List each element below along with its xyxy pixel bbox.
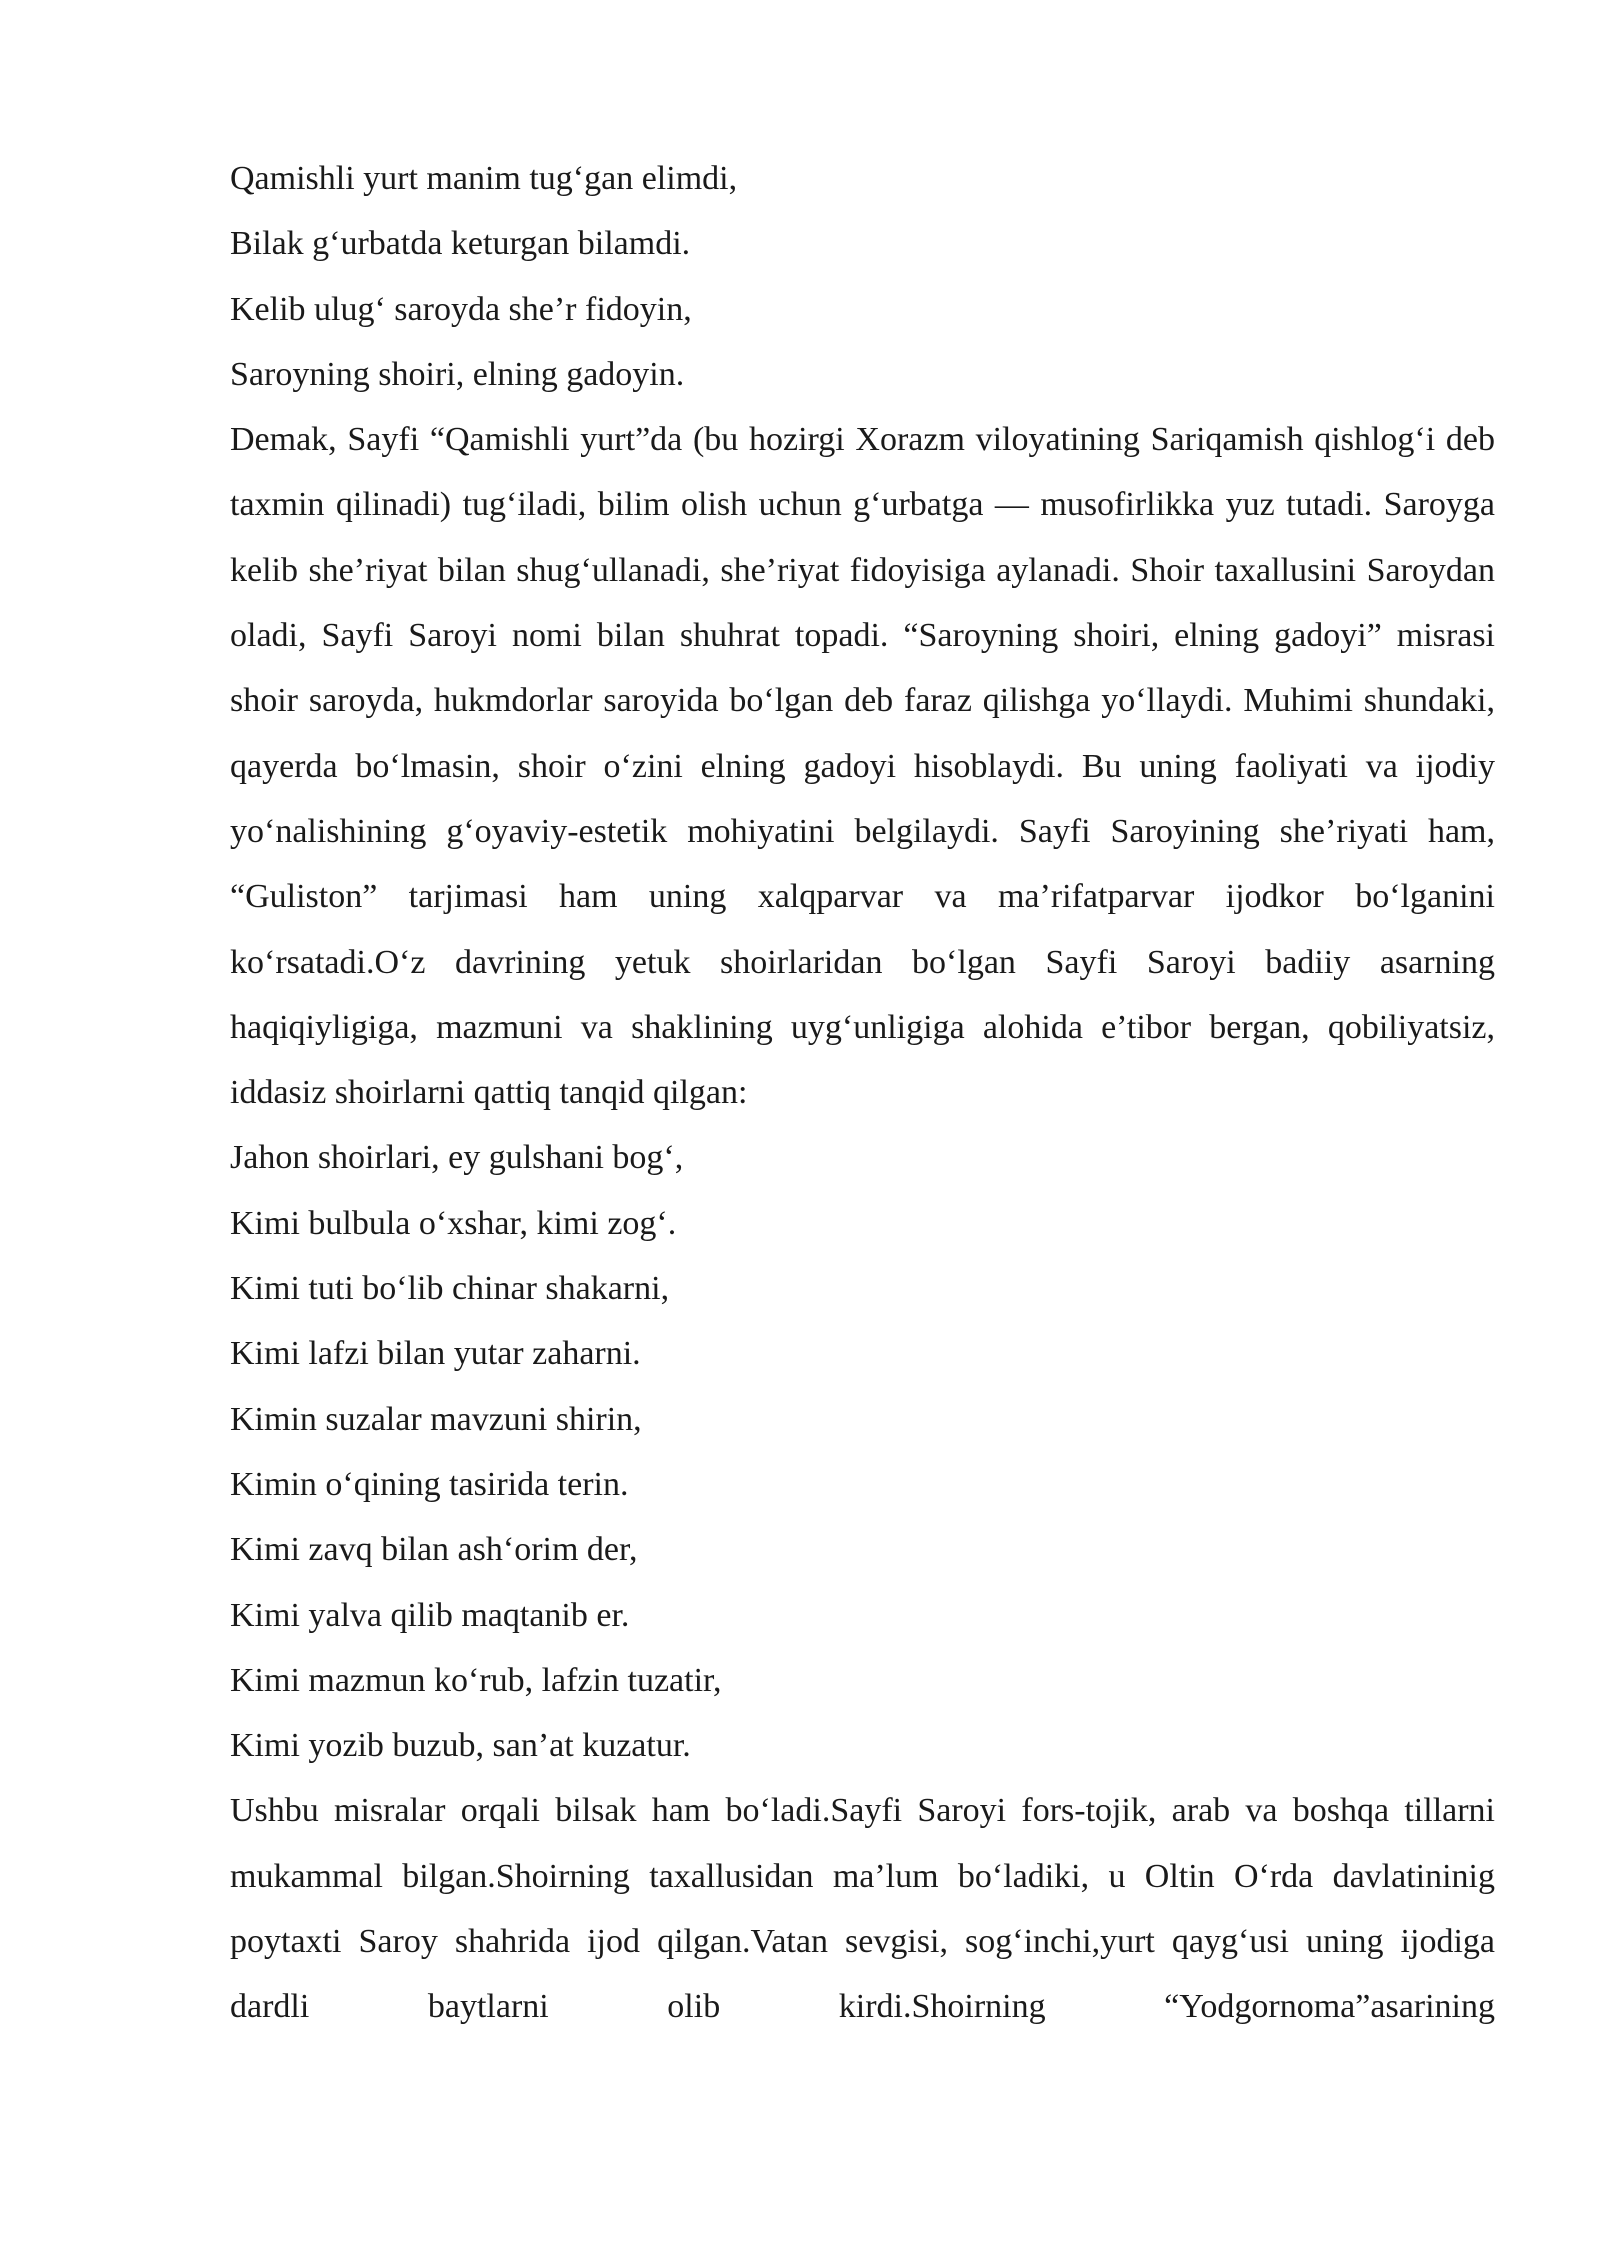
continuation-paragraph: Ushbu misralar orqali bilsak ham bo‘ladi.Sayfi Saroyi fors-tojik, arab va boshqa tillarni mukammal bilgan.Shoirning taxallusidan ma’lum bo‘ladiki, u Oltin O‘rda davlatininig poytaxti Saroy shahrida ijod qilgan.Vatan sevgisi, sog‘inchi,yurt qayg‘usi uning ijodiga dardli baytlarni olib kirdi.Shoirning “Yodgornoma”asarining xyxy=(230,1792,1495,2026)
quoted-verse xyxy=(230,1125,1495,1778)
verse-line: Jahon shoirlari, ey gulshani bog‘, xyxy=(230,1139,684,1177)
verse-line: Qamishli yurt manim tug‘gan elimdi, xyxy=(230,160,738,197)
commentary-paragraph: Demak, Sayfi “Qamishli yurt”da (bu hozirgi Xorazm viloyatining Sariqamish qishlog‘i deb taxmin qilinadi) tug‘iladi, bilim olish uchun g‘urbatga — musofirlikka yuz tutadi. Saroyga kelib she’riyat bilan shug‘ullanadi, she’riyat fidoyisiga aylanadi. Shoir taxallusini Saroydan oladi, Sayfi Saroyi nomi bilan shuhrat topadi. “Saroyning shoiri, elning gadoyi” misrasi shoir saroyda, hukmdorlar saroyida bo‘lgan deb faraz qilishga yo‘llaydi. Muhimi shundaki, qayerda bo‘lmasin, shoir o‘zini elning gadoyi hisoblaydi. Bu uning faoliyati va ijodiy yo‘nalishining g‘oyaviy-estetik mohiyatini belgilaydi. Sayfi Saroyining she’riyati ham, “Guliston” tarjimasi ham uning xalqparvar va ma’rifatparvar ijodkor bo‘lganini ko‘rsatadi.O‘z davrining yetuk shoirlaridan bo‘lgan Sayfi Saroyi badiiy asarning haqiqiyligiga, mazmuni va shaklining uyg‘unligiga alohida e’tibor bergan, qobiliyatsiz, iddasiz shoirlarni qattiq tanqid qilgan: xyxy=(230,421,1495,1112)
verse-line: Kimi bulbula o‘xshar, kimi zog‘. xyxy=(230,1204,677,1242)
verse-line: Saroyning shoiri, elning gadoyin. xyxy=(230,355,685,393)
verse-line: Kimi yalva qilib maqtanib er. xyxy=(230,1596,630,1634)
verse-line: Kelib ulug‘ saroyda she’r fidoyin, xyxy=(230,290,692,328)
verse-line: Kimi tuti bo‘lib chinar shakarni, xyxy=(230,1270,670,1308)
verse-line: Kimin o‘qining tasirida terin. xyxy=(230,1465,629,1503)
verse-line: Kimi zavq bilan ash‘orim der, xyxy=(230,1531,638,1569)
document-body xyxy=(230,146,1495,2040)
verse-line: Bilak g‘urbatda keturgan bilamdi. xyxy=(230,225,691,263)
verse-line: Kimi lafzi bilan yutar zaharni. xyxy=(230,1335,641,1373)
opening-verse xyxy=(230,146,1495,407)
verse-line: Kimi mazmun ko‘rub, lafzin tuzatir, xyxy=(230,1661,722,1699)
verse-line: Kimi yozib buzub, san’at kuzatur. xyxy=(230,1727,691,1765)
verse-line: Kimin suzalar mavzuni shirin, xyxy=(230,1400,642,1438)
